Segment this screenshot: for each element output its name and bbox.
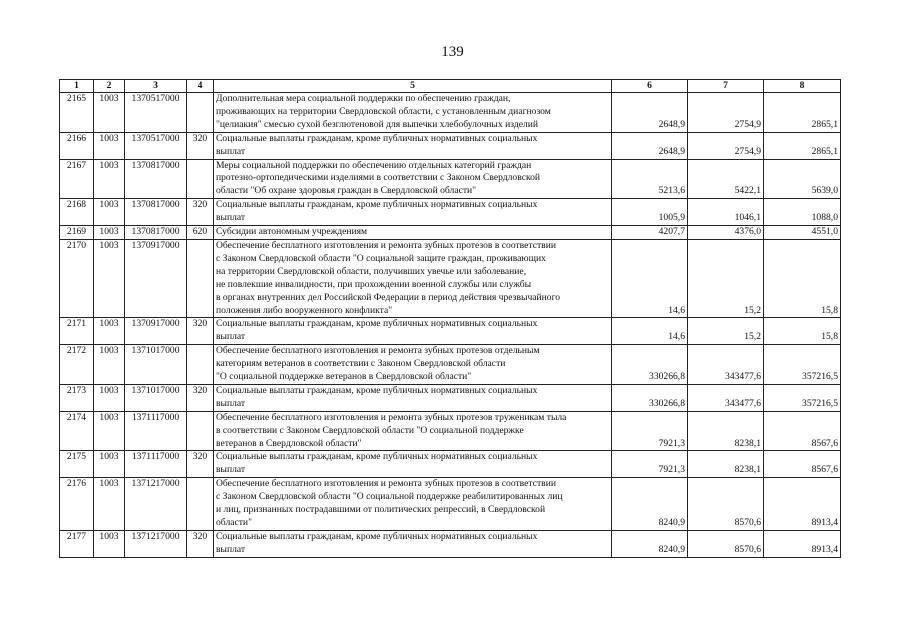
table-row <box>60 411 841 451</box>
amount-col6-cell: 7921,3 <box>612 411 688 451</box>
header-cell: 8 <box>764 80 841 93</box>
expense-type-cell: 320 <box>187 451 214 478</box>
target-article-cell: 1370917000 <box>125 239 187 317</box>
amount-col7-cell: 15,2 <box>688 239 764 317</box>
amount-col8-cell: 1088,0 <box>764 199 841 226</box>
item-name-cell: Социальные выплаты гражданам, кроме публичных нормативных социальных выплат <box>214 132 612 159</box>
target-article-cell: 1370517000 <box>125 93 187 133</box>
item-name-cell: Обеспечение бесплатного изготовления и ремонта зубных протезов в соответствии с Законом Свердловской области "О социальной защите граждан, проживающих на территории Свердловской области, получивших увечье или заболевание, не повлекшие инвалидности, при прохождении военной службы или службы в органах внутренних дел Российской Федерации в период действия чрезвычайного положения либо вооруженного конфликта" <box>214 239 612 317</box>
expense-type-cell <box>187 411 214 451</box>
item-name-cell: Обеспечение бесплатного изготовления и ремонта зубных протезов труженикам тыла в соответствии с Законом Свердловской области "О социальной поддержке ветеранов в Свердловской области" <box>214 411 612 451</box>
table-row <box>60 93 841 133</box>
expense-type-cell <box>187 345 214 385</box>
target-article-cell: 1371217000 <box>125 478 187 531</box>
amount-col6-cell: 2648,9 <box>612 93 688 133</box>
section-code-cell: 1003 <box>94 318 125 345</box>
row-number-cell: 2169 <box>60 226 94 240</box>
amount-col8-cell: 5639,0 <box>764 159 841 199</box>
expense-type-cell: 320 <box>187 384 214 411</box>
section-code-cell: 1003 <box>94 239 125 317</box>
table-row <box>60 530 841 557</box>
header-cell: 3 <box>125 80 187 93</box>
row-number-cell: 2177 <box>60 530 94 557</box>
item-name-cell: Меры социальной поддержки по обеспечению отдельных категорий граждан протезно-ортопедическими изделиями в соответствии с Законом Свердловской области "Об охране здоровья граждан в Свердловской области" <box>214 159 612 199</box>
section-code-cell: 1003 <box>94 199 125 226</box>
expense-type-cell: 320 <box>187 530 214 557</box>
amount-col6-cell: 8240,9 <box>612 478 688 531</box>
expense-type-cell <box>187 478 214 531</box>
amount-col6-cell: 4207,7 <box>612 226 688 240</box>
table-row <box>60 226 841 240</box>
section-code-cell: 1003 <box>94 478 125 531</box>
expense-type-cell <box>187 159 214 199</box>
table-body <box>60 93 841 558</box>
item-name-cell: Субсидии автономным учреждениям <box>214 226 612 240</box>
expense-type-cell <box>187 239 214 317</box>
table-row <box>60 159 841 199</box>
row-number-cell: 2173 <box>60 384 94 411</box>
row-number-cell: 2171 <box>60 318 94 345</box>
header-cell: 4 <box>187 80 214 93</box>
row-number-cell: 2172 <box>60 345 94 385</box>
amount-col8-cell: 357216,5 <box>764 345 841 385</box>
item-name-cell: Обеспечение бесплатного изготовления и ремонта зубных протезов отдельным категориям ветеранов в соответствии с Законом Свердловской области "О социальной поддержке ветеранов в Свердловской области" <box>214 345 612 385</box>
table-row <box>60 345 841 385</box>
section-code-cell: 1003 <box>94 411 125 451</box>
row-number-cell: 2176 <box>60 478 94 531</box>
amount-col7-cell: 343477,6 <box>688 384 764 411</box>
table-row <box>60 199 841 226</box>
amount-col7-cell: 5422,1 <box>688 159 764 199</box>
amount-col8-cell: 15,8 <box>764 239 841 317</box>
target-article-cell: 1371017000 <box>125 384 187 411</box>
section-code-cell: 1003 <box>94 530 125 557</box>
expense-type-cell: 320 <box>187 132 214 159</box>
header-cell: 6 <box>612 80 688 93</box>
row-number-cell: 2166 <box>60 132 94 159</box>
target-article-cell: 1371017000 <box>125 345 187 385</box>
target-article-cell: 1371217000 <box>125 530 187 557</box>
target-article-cell: 1371117000 <box>125 451 187 478</box>
amount-col8-cell: 2865,1 <box>764 93 841 133</box>
table-row <box>60 132 841 159</box>
amount-col6-cell: 1005,9 <box>612 199 688 226</box>
section-code-cell: 1003 <box>94 226 125 240</box>
row-number-cell: 2170 <box>60 239 94 317</box>
expense-type-cell <box>187 93 214 133</box>
amount-col6-cell: 5213,6 <box>612 159 688 199</box>
header-cell: 5 <box>214 80 612 93</box>
table-row <box>60 451 841 478</box>
table-row <box>60 384 841 411</box>
amount-col7-cell: 4376,0 <box>688 226 764 240</box>
item-name-cell: Социальные выплаты гражданам, кроме публичных нормативных социальных выплат <box>214 530 612 557</box>
row-number-cell: 2167 <box>60 159 94 199</box>
amount-col8-cell: 8567,6 <box>764 411 841 451</box>
amount-col8-cell: 8913,4 <box>764 478 841 531</box>
section-code-cell: 1003 <box>94 132 125 159</box>
expense-type-cell: 620 <box>187 226 214 240</box>
item-name-cell: Социальные выплаты гражданам, кроме публичных нормативных социальных выплат <box>214 384 612 411</box>
expense-type-cell: 320 <box>187 318 214 345</box>
budget-table <box>59 79 841 558</box>
table-row <box>60 478 841 531</box>
expense-type-cell: 320 <box>187 199 214 226</box>
amount-col6-cell: 330266,8 <box>612 384 688 411</box>
row-number-cell: 2175 <box>60 451 94 478</box>
table-row <box>60 318 841 345</box>
section-code-cell: 1003 <box>94 159 125 199</box>
amount-col6-cell: 7921,3 <box>612 451 688 478</box>
amount-col8-cell: 8567,6 <box>764 451 841 478</box>
section-code-cell: 1003 <box>94 451 125 478</box>
item-name-cell: Социальные выплаты гражданам, кроме публичных нормативных социальных выплат <box>214 199 612 226</box>
amount-col6-cell: 14,6 <box>612 318 688 345</box>
target-article-cell: 1370817000 <box>125 199 187 226</box>
header-row <box>60 80 841 93</box>
section-code-cell: 1003 <box>94 384 125 411</box>
amount-col8-cell: 357216,5 <box>764 384 841 411</box>
amount-col6-cell: 14,6 <box>612 239 688 317</box>
amount-col8-cell: 8913,4 <box>764 530 841 557</box>
target-article-cell: 1370517000 <box>125 132 187 159</box>
amount-col7-cell: 2754,9 <box>688 132 764 159</box>
amount-col7-cell: 343477,6 <box>688 345 764 385</box>
header-cell: 2 <box>94 80 125 93</box>
item-name-cell: Дополнительная мера социальной поддержки по обеспечению граждан, проживающих на территории Свердловской области, с установленным диагнозом "целиакия" смесью сухой безглютеновой для выпечки хлебобулочных изделий <box>214 93 612 133</box>
amount-col8-cell: 15,8 <box>764 318 841 345</box>
page-number: 139 <box>441 44 464 60</box>
header-cell: 1 <box>60 80 94 93</box>
row-number-cell: 2168 <box>60 199 94 226</box>
amount-col8-cell: 4551,0 <box>764 226 841 240</box>
header-cell: 7 <box>688 80 764 93</box>
item-name-cell: Социальные выплаты гражданам, кроме публичных нормативных социальных выплат <box>214 318 612 345</box>
target-article-cell: 1371117000 <box>125 411 187 451</box>
amount-col7-cell: 8238,1 <box>688 451 764 478</box>
target-article-cell: 1370817000 <box>125 159 187 199</box>
amount-col6-cell: 2648,9 <box>612 132 688 159</box>
target-article-cell: 1370817000 <box>125 226 187 240</box>
amount-col8-cell: 2865,1 <box>764 132 841 159</box>
item-name-cell: Обеспечение бесплатного изготовления и ремонта зубных протезов в соответствии с Законом Свердловской области "О социальной поддержке реабилитированных лиц и лиц, признанных пострадавшими от политических репрессий, в Свердловской области" <box>214 478 612 531</box>
table-row <box>60 239 841 317</box>
amount-col7-cell: 8570,6 <box>688 530 764 557</box>
amount-col7-cell: 2754,9 <box>688 93 764 133</box>
amount-col7-cell: 15,2 <box>688 318 764 345</box>
target-article-cell: 1370917000 <box>125 318 187 345</box>
amount-col6-cell: 330266,8 <box>612 345 688 385</box>
row-number-cell: 2165 <box>60 93 94 133</box>
row-number-cell: 2174 <box>60 411 94 451</box>
amount-col7-cell: 1046,1 <box>688 199 764 226</box>
section-code-cell: 1003 <box>94 345 125 385</box>
amount-col7-cell: 8570,6 <box>688 478 764 531</box>
amount-col6-cell: 8240,9 <box>612 530 688 557</box>
item-name-cell: Социальные выплаты гражданам, кроме публичных нормативных социальных выплат <box>214 451 612 478</box>
amount-col7-cell: 8238,1 <box>688 411 764 451</box>
section-code-cell: 1003 <box>94 93 125 133</box>
